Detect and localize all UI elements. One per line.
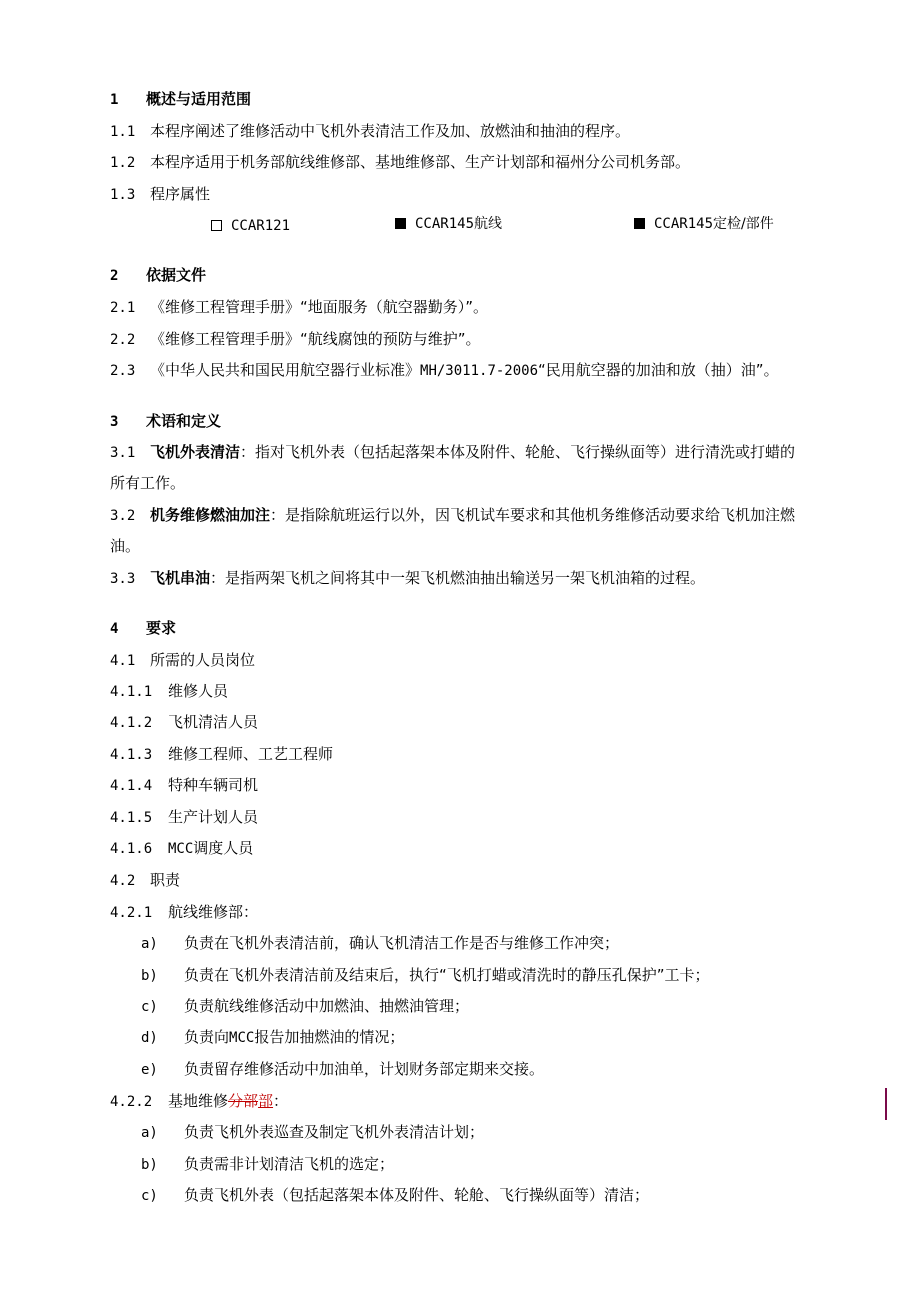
section-title: 要求 — [146, 619, 177, 637]
list-mark: a) — [141, 936, 158, 952]
clause-number: 2.3 — [110, 363, 136, 379]
list-item-b — [141, 1154, 394, 1175]
inserted-revision-text: 部 — [258, 1092, 274, 1110]
clause-text: 程序属性 — [150, 185, 211, 203]
list-item-c — [141, 996, 469, 1017]
list-item-c — [141, 1185, 649, 1206]
clause-4-1-4 — [110, 775, 258, 796]
clause-text: 维修工程师、工艺工程师 — [168, 745, 334, 763]
clause-4-1-6 — [110, 838, 253, 859]
term: 飞机串油 — [150, 569, 211, 587]
list-mark: b) — [141, 968, 158, 984]
clause-number: 2.1 — [110, 300, 136, 316]
term: 机务维修燃油加注 — [150, 506, 271, 524]
mcc-code: MCC — [168, 841, 194, 857]
list-mark: e) — [141, 1062, 158, 1078]
section-title: 依据文件 — [146, 266, 207, 284]
clause-number: 1.3 — [110, 187, 136, 203]
list-text: 负责飞机外表（包括起落架本体及附件、轮舱、飞行操纵面等）清洁； — [184, 1186, 650, 1204]
clause-4-1-3 — [110, 744, 333, 765]
clause-4-2-1 — [110, 902, 258, 923]
clause-3-3 — [110, 568, 705, 589]
list-text: 负责飞机外表巡查及制定飞机外表清洁计划； — [184, 1123, 485, 1141]
term: 飞机外表清洁 — [150, 443, 241, 461]
clause-3-1-cont — [110, 473, 185, 493]
list-text: 负责向 — [184, 1028, 230, 1046]
list-item-e — [141, 1059, 544, 1080]
definition-text: 油。 — [110, 537, 141, 555]
clause-text: 航线维修部： — [168, 903, 259, 921]
clause-number: 1.1 — [110, 124, 136, 140]
clause-number: 4.2.1 — [110, 905, 153, 921]
mcc-code: MCC — [229, 1030, 255, 1046]
clause-text: 《维修工程管理手册》“地面服务（航空器勤务）”。 — [150, 298, 489, 316]
clause-4-1-2 — [110, 712, 258, 733]
list-mark: d) — [141, 1030, 158, 1046]
section-heading-1 — [110, 89, 251, 110]
list-text: 负责在飞机外表清洁前及结束后，执行“飞机打蜡或清洗时的静压孔保护”工卡； — [184, 966, 710, 984]
clause-number: 4.1.2 — [110, 715, 153, 731]
list-text: 负责留存维修活动中加油单，计划财务部定期来交接。 — [184, 1060, 545, 1078]
clause-3-2 — [110, 505, 795, 526]
definition-text: ：是指除航班运行以外，因飞机试车要求和其他机务维修活动要求给飞机加注燃 — [270, 506, 796, 524]
clause-colon: ： — [273, 1092, 289, 1110]
unchecked-box-icon — [211, 220, 222, 231]
list-text: 负责需非计划清洁飞机的选定； — [184, 1155, 395, 1173]
clause-1-3 — [110, 184, 210, 205]
definition-text: 所有工作。 — [110, 474, 186, 492]
section-number: 3 — [110, 414, 119, 430]
clause-text: 飞机清洁人员 — [168, 713, 259, 731]
clause-4-1 — [110, 650, 255, 671]
clause-number: 4.2 — [110, 873, 136, 889]
list-text: 报告加抽燃油的情况； — [254, 1028, 405, 1046]
clause-number: 4.1.1 — [110, 684, 153, 700]
list-text: 负责航线维修活动中加燃油、抽燃油管理； — [184, 997, 470, 1015]
clause-1-1 — [110, 121, 630, 142]
list-item-b — [141, 965, 710, 986]
clause-number: 3.3 — [110, 571, 136, 587]
clause-text: 本程序阐述了维修活动中飞机外表清洁工作及加、放燃油和抽油的程序。 — [150, 122, 631, 140]
clause-text: 基地维修 — [168, 1092, 229, 1110]
property-code: CCAR145 — [654, 216, 714, 232]
clause-text: 所需的人员岗位 — [150, 651, 256, 669]
checked-box-icon — [634, 218, 645, 229]
clause-number: 4.1.6 — [110, 841, 153, 857]
clause-number: 4.1.3 — [110, 747, 153, 763]
section-number: 4 — [110, 621, 119, 637]
section-number: 1 — [110, 92, 119, 108]
clause-text: 《中华人民共和国民用航空器行业标准》 — [150, 361, 421, 379]
clause-4-1-5 — [110, 807, 258, 828]
clause-number: 4.1 — [110, 653, 136, 669]
property-ccar121 — [211, 216, 290, 236]
section-title: 概述与适用范围 — [146, 90, 252, 108]
clause-number: 2.2 — [110, 332, 136, 348]
list-mark: a) — [141, 1125, 158, 1141]
revision-change-bar — [885, 1088, 887, 1120]
list-text: 负责在飞机外表清洁前，确认飞机清洁工作是否与维修工作冲突； — [184, 934, 620, 952]
property-label: 航线 — [474, 216, 503, 232]
clause-2-1 — [110, 297, 488, 318]
list-mark: c) — [141, 1188, 158, 1204]
clause-text: 《维修工程管理手册》“航线腐蚀的预防与维护”。 — [150, 330, 481, 348]
definition-text: ：是指两架飞机之间将其中一架飞机燃油抽出输送另一架飞机油箱的过程。 — [210, 569, 706, 587]
section-number: 2 — [110, 268, 119, 284]
property-label: 定检/部件 — [713, 216, 774, 232]
list-item-a — [141, 933, 619, 954]
clause-text: 特种车辆司机 — [168, 776, 259, 794]
clause-number: 3.1 — [110, 445, 136, 461]
property-code: CCAR145 — [415, 216, 475, 232]
list-item-d — [141, 1027, 404, 1048]
clause-4-2 — [110, 870, 180, 891]
clause-3-1 — [110, 442, 795, 463]
clause-number: 3.2 — [110, 508, 136, 524]
clause-text: 生产计划人员 — [168, 808, 259, 826]
standard-code: MH/3011.7-2006 — [420, 363, 539, 379]
list-mark: c) — [141, 999, 158, 1015]
clause-text: 调度人员 — [193, 839, 254, 857]
clause-4-1-1 — [110, 681, 228, 702]
property-ccar145-line — [395, 214, 502, 234]
clause-text: “民用航空器的加油和放（抽）油”。 — [538, 361, 779, 379]
clause-2-3 — [110, 360, 779, 381]
clause-4-2-2 — [110, 1091, 288, 1112]
property-ccar145-check — [634, 214, 774, 234]
clause-2-2 — [110, 329, 481, 350]
clause-number: 4.1.4 — [110, 778, 153, 794]
clause-text: 维修人员 — [168, 682, 229, 700]
clause-text: 本程序适用于机务部航线维修部、基地维修部、生产计划部和福州分公司机务部。 — [150, 153, 691, 171]
section-title: 术语和定义 — [146, 412, 222, 430]
clause-number: 1.2 — [110, 155, 136, 171]
clause-3-2-cont — [110, 536, 140, 556]
clause-1-2 — [110, 152, 690, 173]
list-item-a — [141, 1122, 484, 1143]
checked-box-icon — [395, 218, 406, 229]
section-heading-3 — [110, 411, 221, 432]
definition-text: ：指对飞机外表（包括起落架本体及附件、轮舱、飞行操纵面等）进行清洗或打蜡的 — [240, 443, 796, 461]
property-code: CCAR121 — [231, 218, 291, 234]
section-heading-4 — [110, 618, 176, 639]
clause-number: 4.1.5 — [110, 810, 153, 826]
list-mark: b) — [141, 1157, 158, 1173]
section-heading-2 — [110, 265, 206, 286]
clause-number: 4.2.2 — [110, 1094, 153, 1110]
clause-text: 职责 — [150, 871, 181, 889]
deleted-revision-text: 分部 — [228, 1092, 259, 1110]
